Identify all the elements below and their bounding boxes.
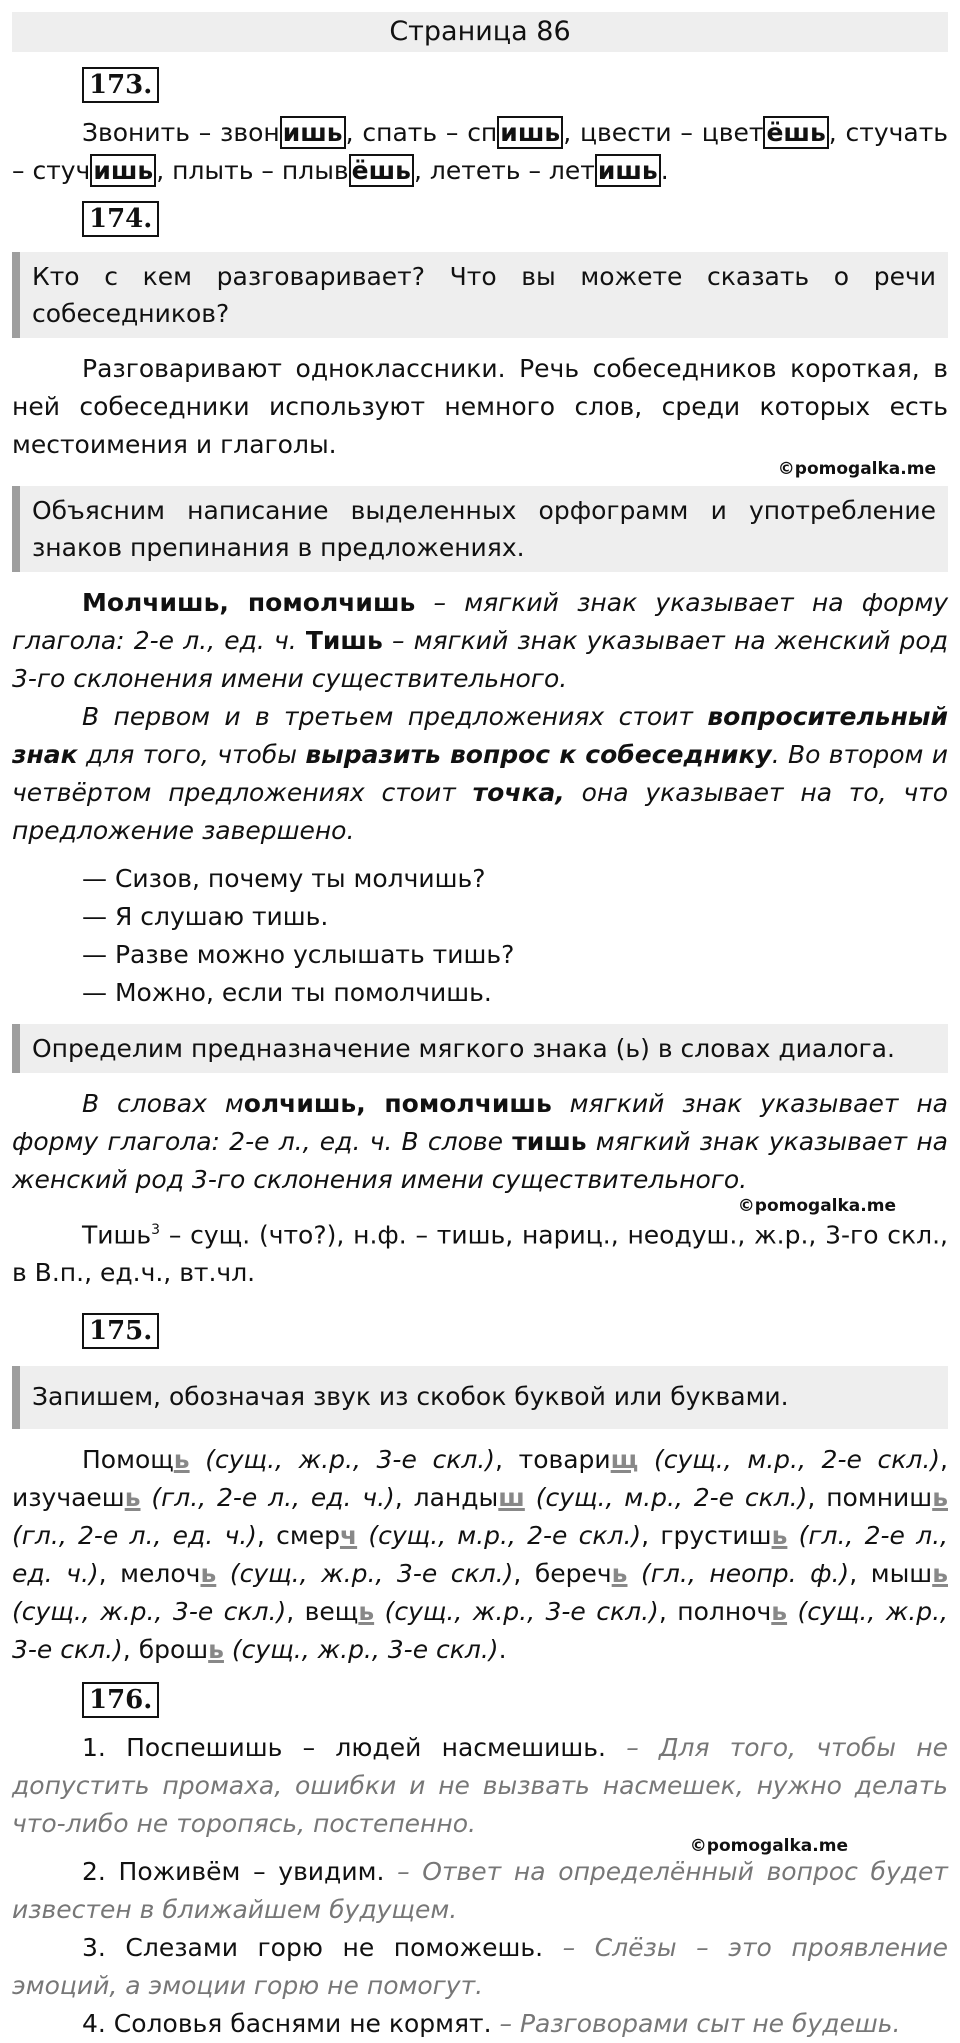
word-stem: грустиш xyxy=(660,1521,772,1551)
task-question: Объясним написание выделенных орфограмм и употребление знаков препинания в предложениях. xyxy=(12,486,948,572)
text-fragment: В первом и в третьем предложениях стоит xyxy=(82,702,708,731)
word-stem: полноч xyxy=(677,1597,772,1627)
exercise-174-header xyxy=(12,194,948,244)
proverb-comment: – Разговорами сыт не будешь. xyxy=(491,2009,901,2039)
bold-term: вопросительный знак xyxy=(12,702,948,769)
separator: , xyxy=(658,1597,678,1627)
ending-box: ишь xyxy=(90,154,156,187)
word-ending: ь xyxy=(771,1597,788,1627)
watermark: ©pomogalka.me xyxy=(737,1196,896,1216)
word-stem: смер xyxy=(276,1521,340,1551)
word-ending: ч xyxy=(339,1521,358,1551)
word-note: (гл., неопр. ф.) xyxy=(627,1559,850,1589)
proverb-comment: – Ответ на определённый вопрос будет известен в ближайшем будущем. xyxy=(12,1857,948,1925)
separator: , xyxy=(807,1483,827,1513)
word-ending: ь xyxy=(173,1445,190,1475)
task-question: Запишем, обозначая звук из скобок буквой или буквами. xyxy=(12,1366,948,1429)
word-note: (сущ., ж.р., 3-е скл.) xyxy=(216,1559,514,1589)
exercise-173-text xyxy=(12,114,948,190)
explanation-paragraph xyxy=(12,1085,948,1199)
text-fragment: В словах м xyxy=(82,1089,244,1118)
text-fragment: – мягкий знак указывает на женский род 3-го склонения имени существительного. xyxy=(12,626,948,693)
text-fragment: – сущ. (что?), н.ф. – тишь, нариц., неодуш., ж.р., 3-го скл., в В.п., ед.ч., вт.чл. xyxy=(12,1220,948,1288)
separator: , xyxy=(256,1521,277,1551)
word-ending: щ xyxy=(610,1445,639,1475)
task-question: Определим предназначение мягкого знака (ь) в словах диалога. xyxy=(12,1024,948,1073)
exercise-173-header xyxy=(12,60,948,110)
proverb-comment: – Для того, чтобы не допустить промаха, ошибки и не вызвать насмешек, нужно делать что-либо не торопясь, постепенно. xyxy=(12,1733,948,1839)
word-stem: ланды xyxy=(413,1483,499,1513)
proverb-comment: – Слёзы – это проявление эмоций, а эмоции горю не помогут. xyxy=(12,1933,948,2001)
page-header xyxy=(12,12,948,52)
exercise-number: 174. xyxy=(82,201,159,237)
text-fragment: стуч xyxy=(32,156,91,185)
bold-term: Молчишь, помолчишь xyxy=(82,588,416,617)
ending-box: ишь xyxy=(280,116,346,149)
separator: , xyxy=(641,1521,661,1551)
word-note: (сущ., м.р., 2-е скл.) xyxy=(357,1521,642,1551)
proverb-item xyxy=(12,1729,948,1843)
proverb-text: 3. Слезами горю не поможешь. xyxy=(82,1933,544,1963)
text-fragment: , стучать – xyxy=(12,118,949,185)
word-ending: ь xyxy=(932,1483,948,1513)
separator: . xyxy=(498,1635,507,1665)
text-fragment: она указывает на то, что предложение завершено. xyxy=(12,778,948,845)
word-ending: ь xyxy=(208,1635,224,1665)
word-note: (гл., 2-е л., ед. ч.) xyxy=(12,1521,948,1589)
task-question: Кто с кем разговаривает? Что вы можете сказать о речи собеседников? xyxy=(12,252,948,338)
separator: , xyxy=(940,1445,948,1475)
text-fragment: , спать – сп xyxy=(345,118,498,147)
word-ending: ь xyxy=(200,1559,217,1589)
proverb-item xyxy=(12,1853,948,1929)
watermark: ©pomogalka.me xyxy=(689,1836,848,1857)
text-fragment: , цвести – цвет xyxy=(563,118,764,147)
word-ending: ь xyxy=(932,1559,948,1589)
bold-term: точка, xyxy=(472,778,565,807)
separator: , xyxy=(286,1597,305,1627)
explanation-paragraph xyxy=(12,584,948,698)
word-ending: ь xyxy=(771,1521,788,1551)
word-note: (гл., 2-е л., ед. ч.) xyxy=(140,1483,395,1513)
separator: , xyxy=(98,1559,121,1589)
word-stem: брош xyxy=(138,1635,209,1665)
bold-term: олчишь, помолчишь xyxy=(243,1089,552,1118)
superscript: 3 xyxy=(151,1222,161,1238)
word-note: (сущ., м.р., 2-е скл.) xyxy=(524,1483,808,1513)
word-stem: береч xyxy=(534,1559,612,1589)
word-note: (сущ., ж.р., 3-е скл.) xyxy=(223,1635,499,1665)
word-note: (сущ., ж.р., 3-е скл.) xyxy=(12,1597,948,1665)
separator: , xyxy=(495,1445,519,1475)
exercise-175-header xyxy=(12,1306,948,1356)
answer-paragraph: Разговаривают одноклассники. Речь собеседников короткая, в ней собеседники используют немного слов, среди которых есть местоимения и глаголы. xyxy=(12,354,948,459)
word-ending: ь xyxy=(611,1559,628,1589)
ending-box: ёшь xyxy=(349,154,414,187)
exercise-number: 175. xyxy=(82,1313,159,1349)
ending-box: ишь xyxy=(595,154,661,187)
separator: , xyxy=(849,1559,871,1589)
word-stem: изучаеш xyxy=(12,1483,125,1513)
ending-box: ишь xyxy=(497,116,563,149)
word-note: (сущ., ж.р., 3-е скл.) xyxy=(189,1445,496,1475)
word-ending: ь xyxy=(358,1597,375,1627)
word-list xyxy=(12,1441,948,1669)
word-note: (сущ., м.р., 2-е скл.) xyxy=(638,1445,941,1475)
word-stem: вещ xyxy=(304,1597,359,1627)
word-stem: мелоч xyxy=(120,1559,201,1589)
exercise-176-header xyxy=(12,1675,948,1725)
word-stem: Помощ xyxy=(82,1445,174,1475)
text-fragment: . xyxy=(660,156,669,185)
page-title: Страница 86 xyxy=(389,16,571,47)
word-ending: ь xyxy=(124,1483,141,1513)
proverb-list xyxy=(12,1729,948,2043)
separator: , xyxy=(513,1559,535,1589)
word-ending: ш xyxy=(498,1483,525,1513)
text-fragment: Тишь xyxy=(82,1220,152,1250)
explanation-paragraph xyxy=(12,698,948,850)
proverb-text: 4. Соловья баснями не кормят. xyxy=(82,2009,492,2039)
watermark: ©pomogalka.me xyxy=(777,459,936,479)
text-fragment: Звонить – звон xyxy=(82,118,280,147)
proverb-item xyxy=(12,1929,948,2005)
proverb-item xyxy=(12,2005,948,2043)
word-stem: мыш xyxy=(870,1559,933,1589)
text-fragment: . Во втором и четвёртом предложениях стоит xyxy=(12,740,948,807)
bold-term: тишь xyxy=(512,1127,587,1156)
proverb-text: 1. Поспешишь – людей насмешишь. xyxy=(82,1733,606,1763)
word-note: (гл., 2-е л., ед. ч.) xyxy=(12,1521,257,1551)
bold-term: выразить вопрос к собеседнику xyxy=(305,740,772,769)
text-fragment: для того, чтобы xyxy=(77,740,306,769)
morphology-paragraph xyxy=(12,1211,948,1292)
proverb-text: 2. Поживём – увидим. xyxy=(82,1857,385,1887)
separator: , xyxy=(122,1635,139,1665)
dialog-line: — Я слушаю тишь. xyxy=(82,902,329,931)
text-fragment: мягкий знак указывает на форму глагола: 2-е л., ед. ч. В слове xyxy=(12,1089,948,1156)
dialog-line: — Разве можно услышать тишь? xyxy=(82,940,515,969)
text-fragment: – мягкий знак указывает на форму глагола: 2-е л., ед. ч. xyxy=(12,588,948,655)
separator: , xyxy=(394,1483,414,1513)
exercise-number: 176. xyxy=(82,1682,159,1718)
dialog-line: — Можно, если ты помолчишь. xyxy=(82,978,492,1007)
word-note: (сущ., ж.р., 3-е скл.) xyxy=(12,1597,287,1627)
dialog xyxy=(12,860,948,1012)
word-note: (сущ., ж.р., 3-е скл.) xyxy=(374,1597,659,1627)
bold-term: Тишь xyxy=(305,626,383,655)
exercise-number: 173. xyxy=(82,67,159,103)
text-fragment: , плыть – плыв xyxy=(156,156,349,185)
word-stem: помниш xyxy=(826,1483,933,1513)
text-fragment: мягкий знак указывает на женский род 3-го склонения имени существительного. xyxy=(12,1127,948,1194)
word-stem: товари xyxy=(518,1445,611,1475)
text-fragment: , лететь – лет xyxy=(414,156,595,185)
ending-box: ёшь xyxy=(763,116,828,149)
dialog-line: — Сизов, почему ты молчишь? xyxy=(82,864,486,893)
